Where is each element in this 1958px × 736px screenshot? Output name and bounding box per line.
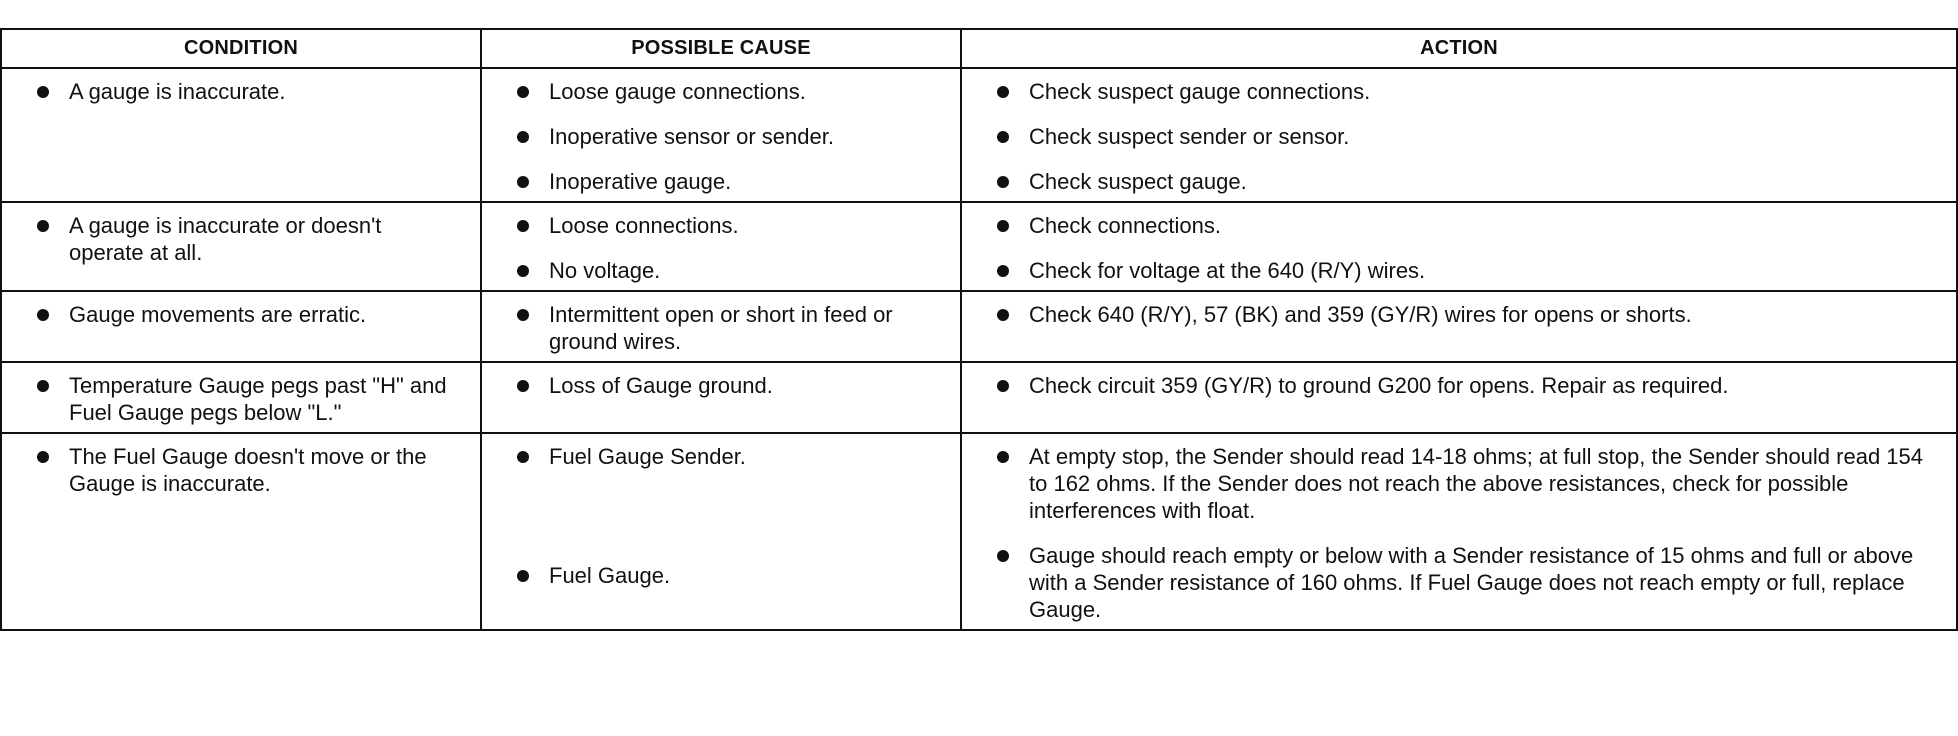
bullet-icon <box>517 265 529 277</box>
condition-cell <box>1 433 481 630</box>
list-item <box>962 542 1956 623</box>
list-item <box>962 372 1956 399</box>
list-item <box>962 212 1956 239</box>
cause-text: Fuel Gauge. <box>549 563 671 588</box>
bullet-icon <box>37 220 49 232</box>
bullet-icon <box>517 309 529 321</box>
list-item <box>962 78 1956 105</box>
bullet-icon <box>37 309 49 321</box>
header-row <box>1 29 1957 68</box>
cause-text: Loose connections. <box>549 213 739 238</box>
action-cell <box>961 433 1957 630</box>
table-row <box>1 68 1957 202</box>
list-item <box>482 212 960 239</box>
list-item <box>482 301 960 355</box>
list-item <box>2 212 480 266</box>
cause-text: Intermittent open or short in feed or ground wires. <box>549 302 893 354</box>
list-item <box>482 78 960 105</box>
bullet-icon <box>997 451 1009 463</box>
action-text: Check suspect sender or sensor. <box>1029 124 1350 149</box>
cause-cell <box>481 202 961 291</box>
list-item <box>2 78 480 105</box>
list-item <box>962 257 1956 284</box>
condition-text: A gauge is inaccurate or doesn't operate at all. <box>69 213 382 265</box>
action-text: Check for voltage at the 640 (R/Y) wires. <box>1029 258 1426 283</box>
bullet-icon <box>517 131 529 143</box>
action-cell <box>961 202 1957 291</box>
condition-text: The Fuel Gauge doesn't move or the Gauge is inaccurate. <box>69 444 427 496</box>
cause-text: Loss of Gauge ground. <box>549 373 773 398</box>
bullet-icon <box>997 309 1009 321</box>
bullet-icon <box>517 86 529 98</box>
condition-header: CONDITION <box>1 29 481 68</box>
list-item <box>2 372 480 426</box>
cause-text: Inoperative sensor or sender. <box>549 124 834 149</box>
cause-cell <box>481 362 961 433</box>
bullet-icon <box>517 570 529 582</box>
bullet-icon <box>517 451 529 463</box>
condition-text: A gauge is inaccurate. <box>69 79 286 104</box>
cause-text: Loose gauge connections. <box>549 79 806 104</box>
condition-cell <box>1 291 481 362</box>
bullet-icon <box>37 380 49 392</box>
action-text: At empty stop, the Sender should read 14-18 ohms; at full stop, the Sender should read 154 to 162 ohms. If the Sender does not reach the above resistances, check for possible interferences with float. <box>1029 444 1924 523</box>
bullet-icon <box>517 176 529 188</box>
list-item <box>962 123 1956 150</box>
bullet-icon <box>997 265 1009 277</box>
bullet-icon <box>997 176 1009 188</box>
list-item <box>482 372 960 399</box>
condition-cell <box>1 362 481 433</box>
action-text: Check connections. <box>1029 213 1221 238</box>
action-text: Check circuit 359 (GY/R) to ground G200 for opens. Repair as required. <box>1029 373 1729 398</box>
action-text: Check suspect gauge connections. <box>1029 79 1371 104</box>
list-item <box>482 168 960 195</box>
bullet-icon <box>997 131 1009 143</box>
condition-text: Temperature Gauge pegs past "H" and Fuel Gauge pegs below "L." <box>69 373 447 425</box>
list-item <box>482 123 960 150</box>
action-text: Gauge should reach empty or below with a Sender resistance of 15 ohms and full or above with a Sender resistance of 160 ohms. If Fuel Gauge does not reach empty or full, replace Gauge. <box>1029 543 1914 622</box>
list-item <box>482 508 960 589</box>
possible-cause-header: POSSIBLE CAUSE <box>481 29 961 68</box>
condition-cell <box>1 68 481 202</box>
cause-cell <box>481 291 961 362</box>
condition-text: Gauge movements are erratic. <box>69 302 367 327</box>
bullet-icon <box>517 380 529 392</box>
list-item <box>962 168 1956 195</box>
bullet-icon <box>37 86 49 98</box>
table-row <box>1 433 1957 630</box>
bullet-icon <box>997 86 1009 98</box>
list-item <box>962 301 1956 328</box>
action-text: Check suspect gauge. <box>1029 169 1247 194</box>
bullet-icon <box>517 220 529 232</box>
bullet-icon <box>997 380 1009 392</box>
table-row <box>1 202 1957 291</box>
list-item <box>2 443 480 497</box>
bullet-icon <box>997 550 1009 562</box>
action-text: Check 640 (R/Y), 57 (BK) and 359 (GY/R) wires for opens or shorts. <box>1029 302 1692 327</box>
cause-cell <box>481 433 961 630</box>
action-header: ACTION <box>961 29 1957 68</box>
condition-cell <box>1 202 481 291</box>
cause-text: No voltage. <box>549 258 661 283</box>
list-item <box>482 257 960 284</box>
list-item <box>482 443 960 470</box>
list-item <box>2 301 480 328</box>
action-cell <box>961 68 1957 202</box>
cause-cell <box>481 68 961 202</box>
bullet-icon <box>37 451 49 463</box>
table-row <box>1 362 1957 433</box>
diagnosis-table-container <box>0 28 1956 631</box>
action-cell <box>961 362 1957 433</box>
table-row <box>1 291 1957 362</box>
cause-text: Fuel Gauge Sender. <box>549 444 746 469</box>
bullet-icon <box>997 220 1009 232</box>
gauge-diagnosis-table <box>0 28 1958 631</box>
list-item <box>962 443 1956 524</box>
action-cell <box>961 291 1957 362</box>
cause-text: Inoperative gauge. <box>549 169 732 194</box>
